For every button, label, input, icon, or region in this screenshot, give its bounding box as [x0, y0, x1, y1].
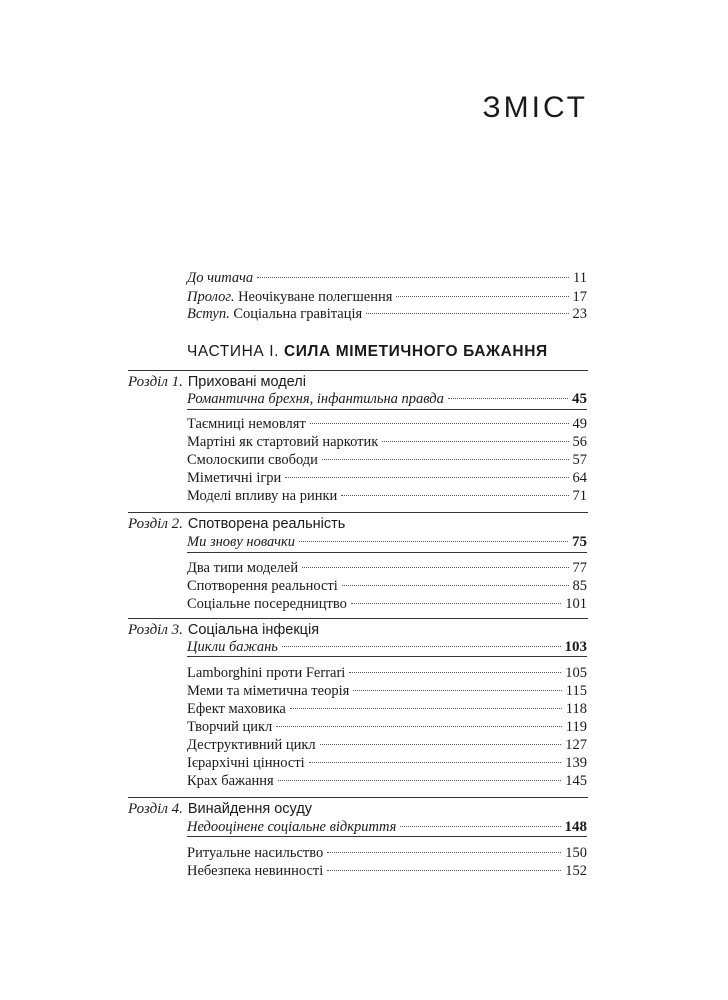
entry-label: Цикли бажань	[187, 639, 278, 655]
subtitle-divider	[187, 552, 587, 553]
subtitle-divider	[187, 409, 587, 410]
dot-leader	[299, 541, 568, 542]
entry-label: Недооцінене соціальне відкриття	[187, 819, 397, 835]
toc-entry: Меми та міметична теорія 115	[187, 683, 587, 699]
chapter-name: Соціальна інфекція	[187, 622, 320, 638]
toc-entry: Творчий цикл 119	[187, 719, 587, 735]
entry-label: Пролог. Неочікуване полегшення	[187, 289, 393, 305]
chapter-divider	[128, 512, 588, 513]
chapter-divider	[128, 370, 588, 371]
chapter-divider	[128, 618, 588, 619]
dot-leader	[448, 398, 568, 399]
dot-leader	[400, 826, 560, 827]
toc-entry: Соціальне посередництво 101	[187, 596, 587, 612]
toc-entry: Ефект маховика 118	[187, 701, 587, 717]
entry-page: 11	[573, 270, 587, 286]
chapter-subtitle-entry	[187, 817, 587, 837]
chapter-heading	[128, 514, 345, 534]
toc-entry: Спотворення реальності 85	[187, 578, 587, 594]
dot-leader	[282, 646, 561, 647]
chapter-label: Розділ 2.	[128, 516, 183, 532]
entry-page: 75	[572, 534, 587, 550]
toc-entry: Крах бажання 145	[187, 773, 587, 789]
toc-entry: Ритуальне насильство 150	[187, 845, 587, 861]
toc-entry: Ієрархічні цінності 139	[187, 755, 587, 771]
toc-entry: Моделі впливу на ринки 71	[187, 488, 587, 504]
entry-label: Романтична брехня, інфантильна правда	[187, 391, 444, 407]
toc-entry: Смолоскипи свободи 57	[187, 452, 587, 468]
chapter-name: Приховані моделі	[187, 374, 306, 390]
entry-page: 23	[572, 306, 587, 322]
part-heading	[187, 343, 548, 361]
chapter-subtitle-entry	[187, 389, 587, 409]
part-prefix: ЧАСТИНА І.	[187, 343, 280, 360]
toc-entry: Lamborghini проти Ferrari 105	[187, 665, 587, 681]
chapter-label: Розділ 3.	[128, 622, 183, 638]
dot-leader	[257, 277, 569, 278]
page-title: ЗМІСТ	[482, 91, 588, 124]
toc-entry: Деструктивний цикл 127	[187, 737, 587, 753]
chapter-name: Винайдення осуду	[187, 801, 313, 817]
entry-label: Ми знову новачки	[187, 534, 296, 550]
chapter-divider	[128, 797, 588, 798]
toc-entry: Два типи моделей 77	[187, 560, 587, 576]
toc-entry: Міметичні ігри 64	[187, 470, 587, 486]
toc-entry: Мартіні як стартовий наркотик 56	[187, 434, 587, 450]
subtitle-divider	[187, 656, 587, 657]
entry-label: Вступ. Соціальна гравітація	[187, 306, 363, 322]
entry-page: 17	[572, 289, 587, 305]
entry-page: 103	[564, 639, 587, 655]
chapter-heading	[128, 799, 312, 819]
chapter-subtitle-entry	[187, 637, 587, 657]
chapter-name: Спотворена реальність	[187, 516, 346, 532]
toc-entry: Небезпека невинності 152	[187, 863, 587, 879]
toc-entry-front-1	[187, 268, 587, 288]
part-name: СИЛА МІМЕТИЧНОГО БАЖАННЯ	[284, 343, 548, 360]
toc-entry-front-3	[187, 304, 587, 324]
subtitle-divider	[187, 836, 587, 837]
dot-leader	[366, 313, 568, 314]
toc-entry: Таємниці немовлят 49	[187, 416, 587, 432]
chapter-label: Розділ 4.	[128, 801, 183, 817]
dot-leader	[396, 296, 568, 297]
entry-page: 45	[572, 391, 587, 407]
chapter-subtitle-entry	[187, 532, 587, 552]
entry-label: До читача	[187, 270, 254, 286]
chapter-label: Розділ 1.	[128, 374, 183, 390]
entry-page: 148	[564, 819, 587, 835]
